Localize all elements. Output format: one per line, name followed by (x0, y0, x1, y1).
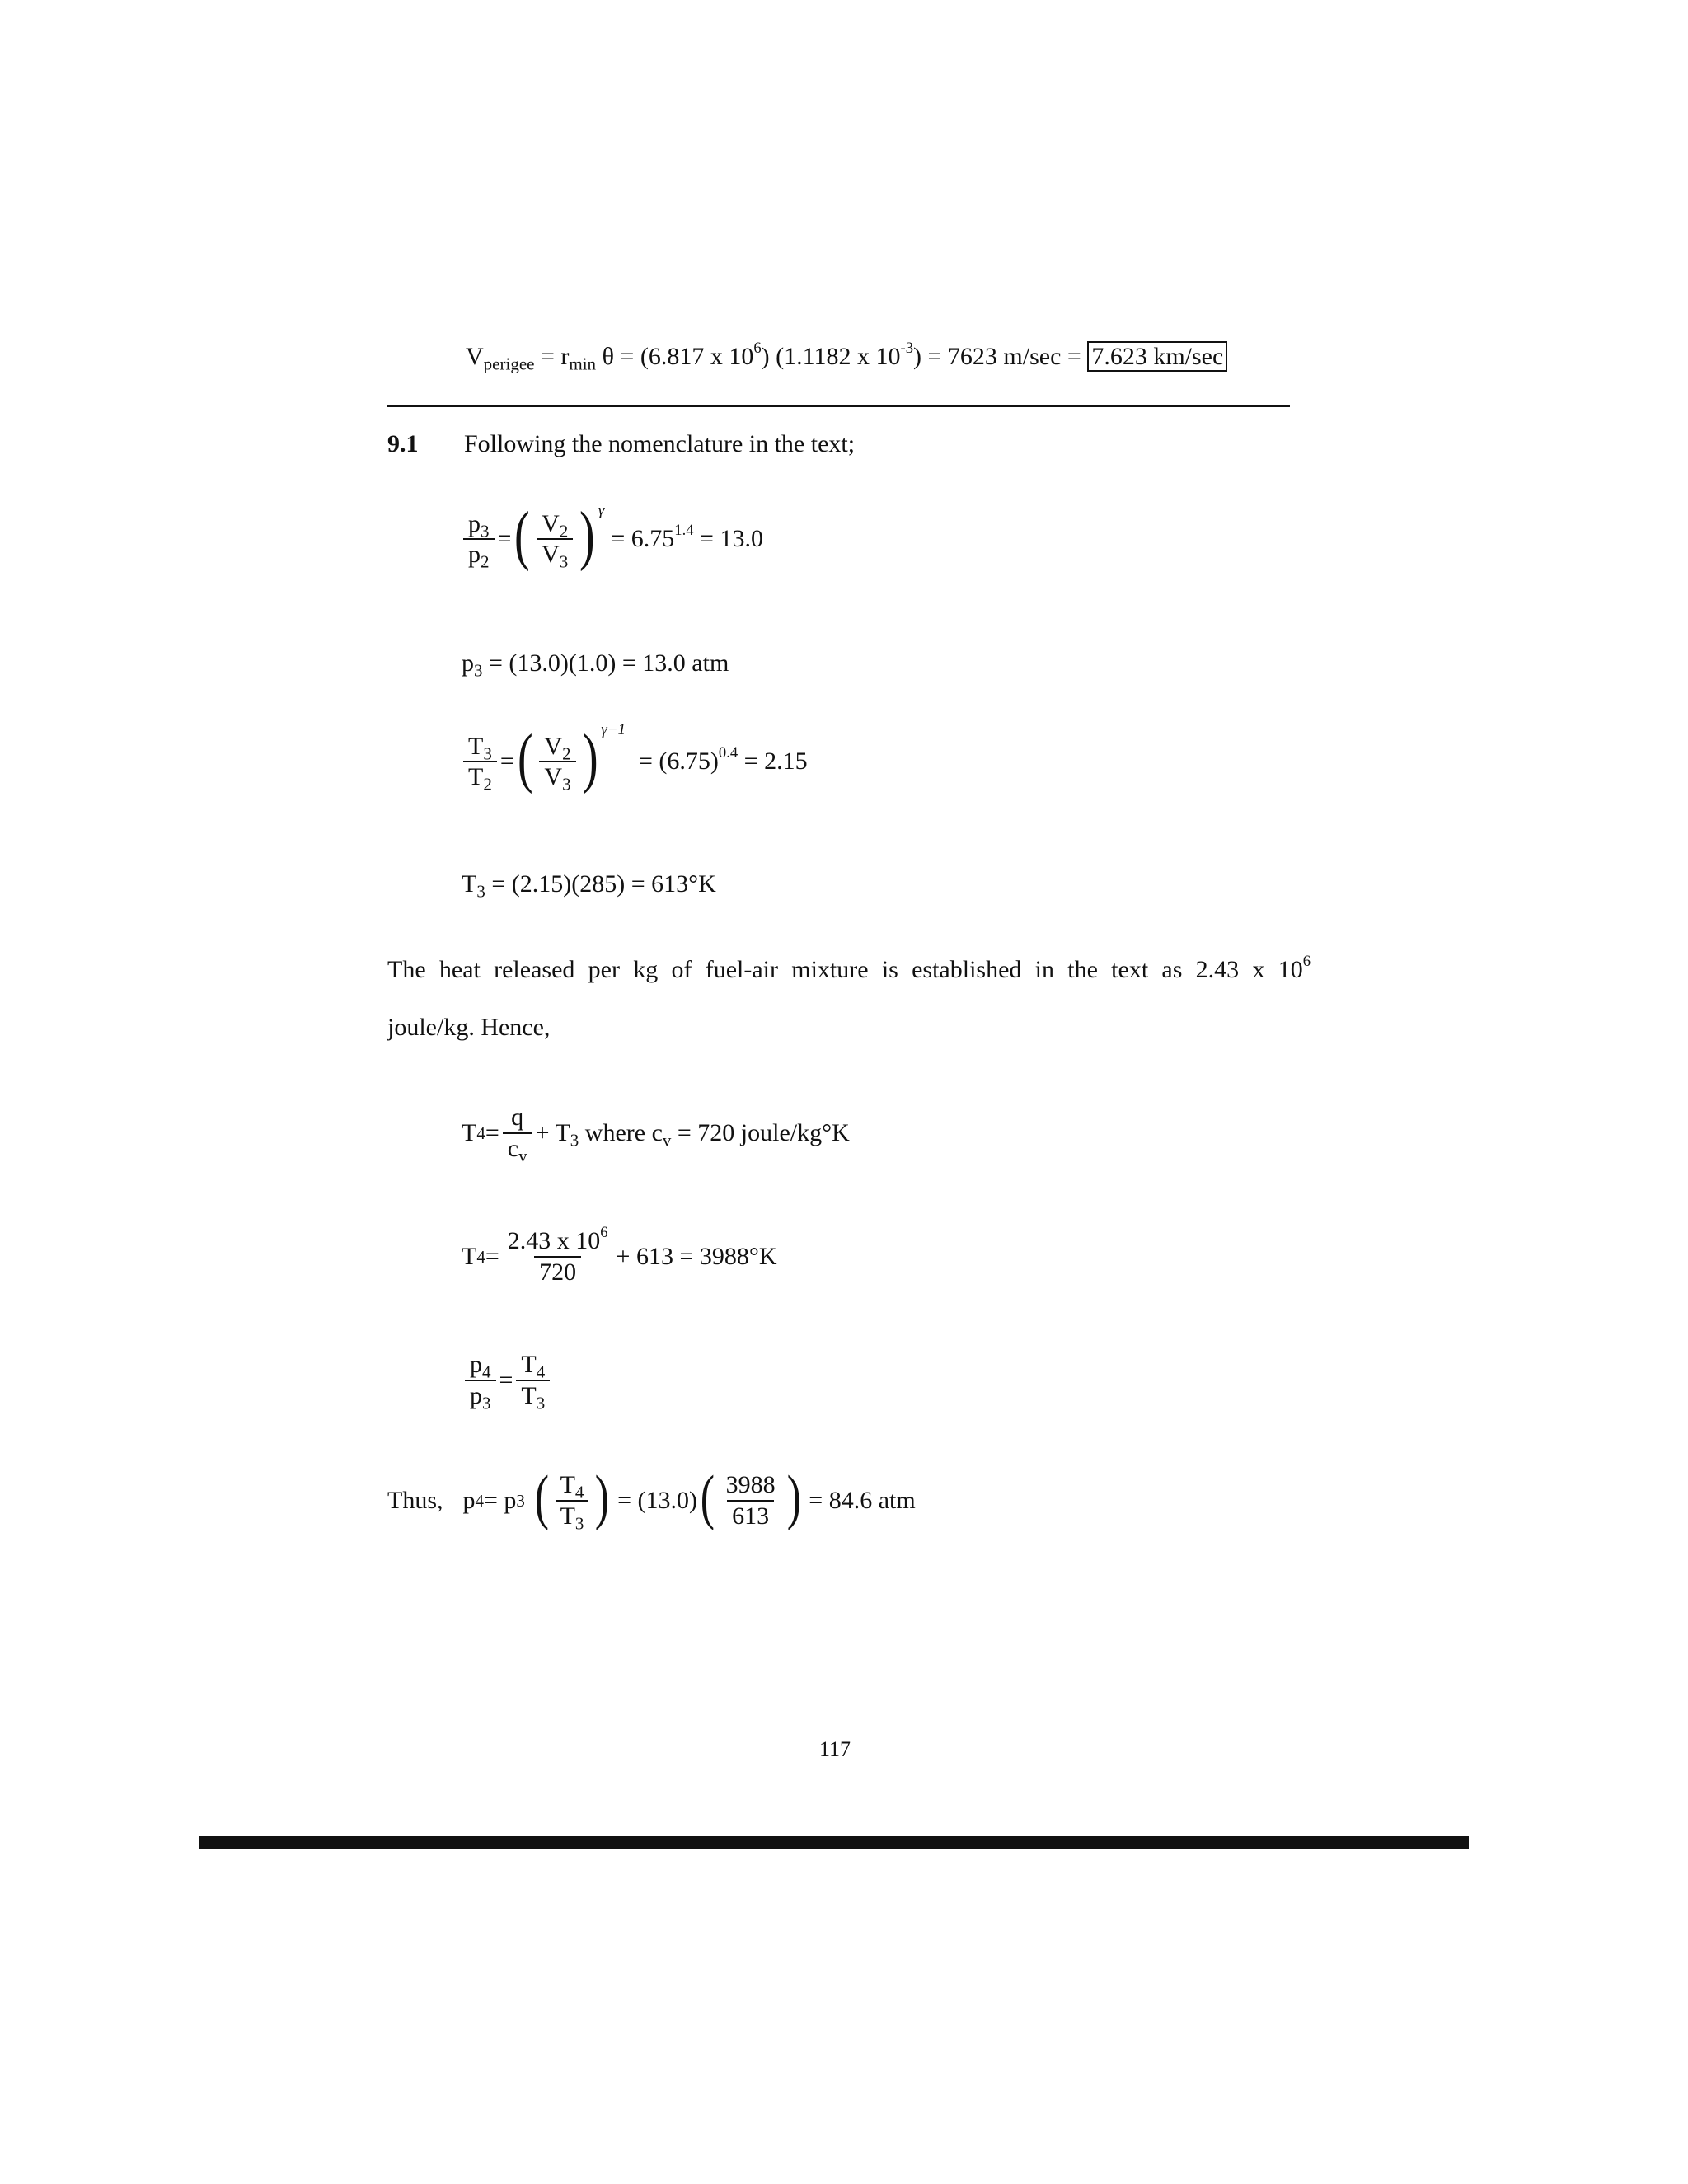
numeric-ratio-group: ( $\frac{3988}{613}$ ) (700, 1463, 801, 1531)
p3-over-p2: $\frac{p_3}{p_2}$ (463, 511, 495, 568)
volume-ratio-group: ( $\frac{V_2}{V_3}$ ) (517, 722, 598, 794)
footer-bar (199, 1836, 1469, 1849)
paragraph-line-2: joule/kg. Hence, (387, 1014, 551, 1041)
t3-over-t2: $\frac{T_3}{T_2}$ (463, 733, 497, 790)
paragraph-line-1: The heat released per kg of fuel-air mixture is established in the text as 2.43 x $10^6$ (387, 953, 1311, 983)
p3-value-equation: $p_3 = (13.0)(1.0) = 13.0$ atm (462, 649, 729, 681)
temperature-ratio-group: ( $\frac{T_4}{T_3}$ ) (534, 1463, 610, 1533)
t4-over-t3: $\frac{T_4}{T_3}$ (516, 1352, 550, 1408)
problem-number: 9.1 (387, 430, 419, 457)
page-number: 117 (819, 1737, 851, 1761)
p4-result-equation: Thus, p 4 = p 3 ( $\frac{T_4}{T_3}$ ) = (13.0) ( $\frac{3988}{613}$ ) = 84.6 atm (387, 1463, 916, 1533)
pressure-ratio-equation: $\frac{p_3}{p_2}$ = ( $\frac{V_2}{V_3}$ ) γ = $6.75^{1.4} = 13.0$ (460, 509, 763, 569)
heat-over-cv: $\frac{2.43 x 10^6}{720}$ (507, 1224, 608, 1286)
perigee-velocity-equation: $V_{perigee} = r_{min}$ θ = (6.817 x $10^6$) (1.1182 x $10^{-3}) = 7623$ m/sec = 7.623 km/sec (466, 343, 1227, 371)
section-divider (387, 405, 1290, 407)
t4-value-equation: T 4 = $\frac{2.43 x 10^6}{720}$ + 613 = 3988°K (462, 1224, 777, 1286)
p4-over-p3: $\frac{p_4}{p_3}$ (465, 1352, 496, 1408)
t3-value-equation: $T_3 = (2.15)(285) = 613^\circ K$ (462, 870, 716, 902)
heat-release-paragraph (387, 941, 1311, 1057)
t4-formula-equation: T 4 = $\frac{q}{c_v}$ + $T_3$ where $c_v = 720$ joule/kg°K (462, 1104, 850, 1165)
problem-intro: Following the nomenclature in the text; (464, 430, 856, 457)
temperature-ratio-equation: $\frac{T_3}{T_2}$ = ( $\frac{V_2}{V_3}$ ) γ−1 = $(6.75)^{0.4} = 2.15$ (460, 732, 808, 791)
p4-p3-ratio-equation: $\frac{p_4}{p_3}$ = $\frac{T_4}{T_3}$ (462, 1352, 553, 1408)
boxed-result: 7.623 km/sec (1087, 341, 1227, 372)
thus-label: Thus, (387, 1486, 443, 1514)
volume-ratio-group: ( $\frac{V_2}{V_3}$ ) (514, 499, 595, 572)
q-over-cv: $\frac{q}{c_v}$ (503, 1104, 532, 1161)
